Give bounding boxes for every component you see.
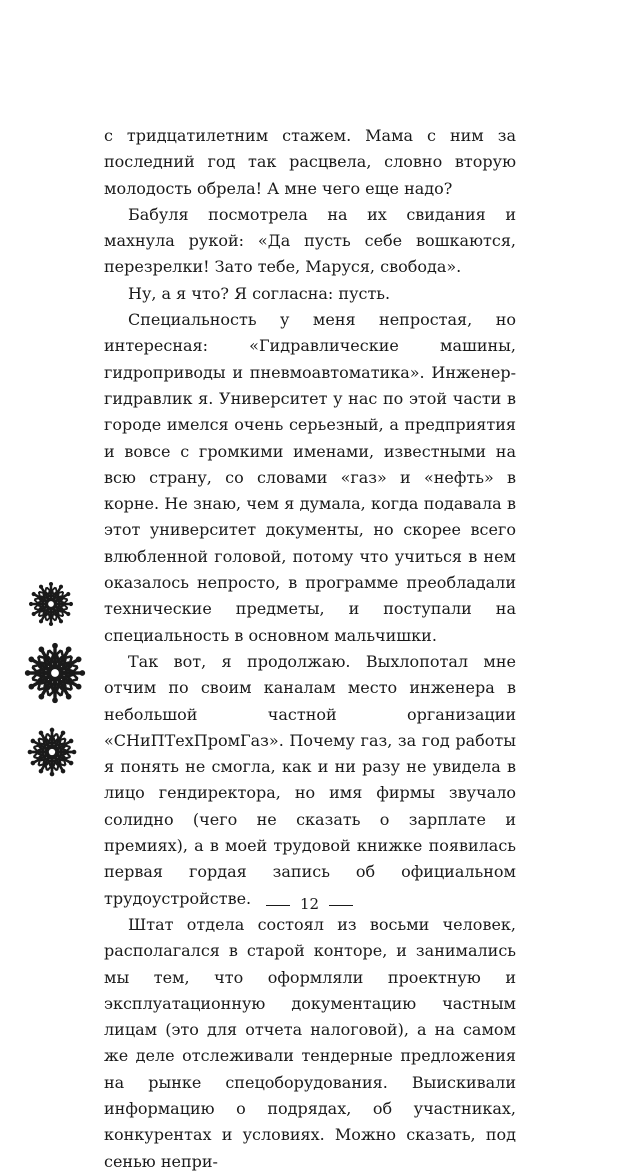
- footer-dash-left: [266, 905, 290, 906]
- footer-dash-right: [329, 905, 353, 906]
- snowflake-icon: [29, 582, 73, 626]
- page-number: 12: [299, 895, 320, 913]
- paragraph-2: Бабуля посмотрела на их свидания и махнула рукой: «Да пусть себе вошкаются, перезрелки! Зато тебе, Маруся, свобода».: [104, 204, 516, 277]
- paragraph-1: с тридцатилетним стажем. Мама с ним за последний год так расцвела, словно вторую молодость обрела! А мне чего еще надо?: [104, 126, 516, 198]
- paragraph-3: Ну, а я что? Я согласна: пусть.: [128, 283, 391, 303]
- snowflake-icon: [28, 728, 77, 777]
- paragraph-6: Штат отдела состоял из восьми человек, располагался в старой конторе, и занимались мы тем, что оформляли проектную и эксплуатационную документацию частным лицам (это для отчета налоговой), а на самом же деле отслеживали тендерные предложения на рынке спецоборудования. Выискивали информацию о подрядах, об участниках, конкурентах и условиях. Можно сказать, под сенью непри-: [104, 914, 516, 1171]
- paragraph-5: Так вот, я продолжаю. Выхлопотал мне отчим по своим каналам место инженера в небольшой частной организации «СНиПТехПромГаз». Почему газ, за год работы я понять не смогла, как и ни разу не увидела в лицо гендиректора, но имя фирмы звучало солидно (чего не сказать о зарплате и премиях), а в моей трудовой книжке появилась первая гордая запись об официальном трудоустройстве.: [104, 651, 516, 908]
- snowflake-icon: [25, 643, 85, 703]
- body-text: [104, 123, 516, 1175]
- page-footer: [0, 895, 619, 913]
- paragraph-4: Специальность у меня непростая, но интересная: «Гидравлические машины, гидроприводы и пневмоавтоматика». Инженер-гидравлик я. Университет у нас по этой части в городе имелся очень серьезный, а предприятия и вовсе с громкими именами, известными на всю страну, со словами «газ» и «нефть» в корне. Не знаю, чем я думала, когда подавала в этот университет документы, но скорее всего влюбленной головой, потому что учиться в нем оказалось непросто, в программе преобладали технические предметы, и поступали на специальность в основном мальчишки.: [104, 310, 516, 645]
